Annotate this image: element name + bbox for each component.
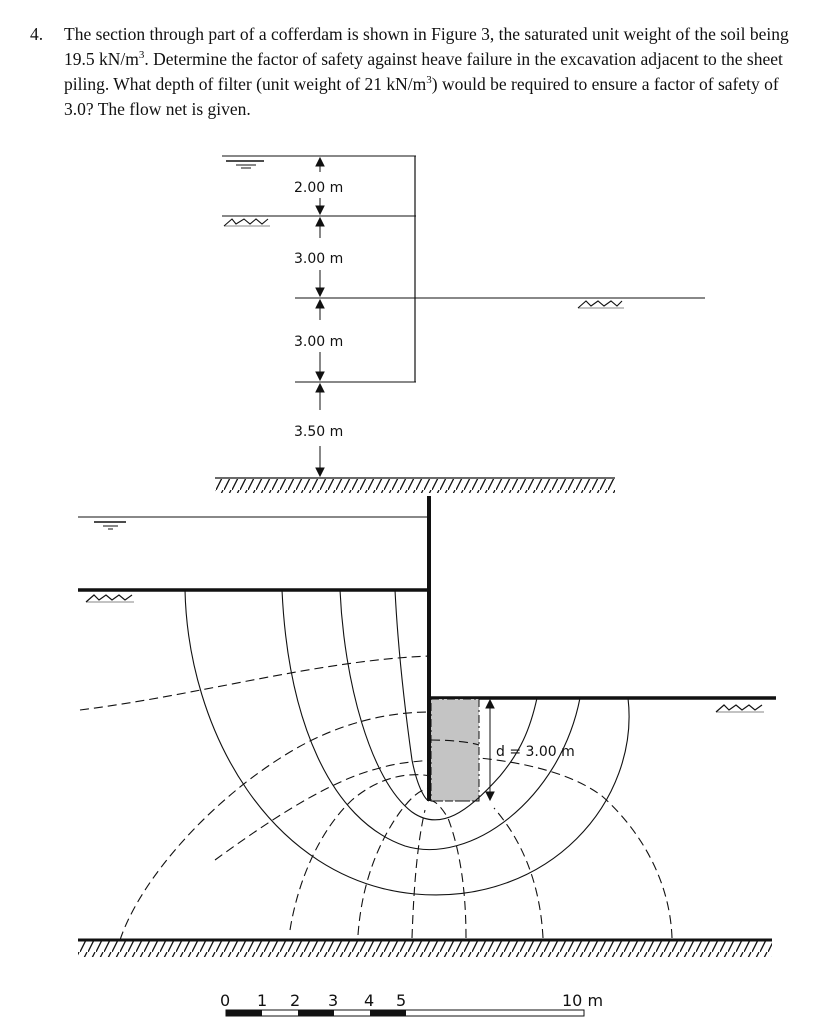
superscript-cubed-1: 3 bbox=[138, 49, 145, 62]
equipotential-line bbox=[431, 801, 466, 938]
problem-text-part-2: . Determine the factor of safety against heave failure in the excavation adjacent to the sheet piling. What depth of filter (unit weight of 21 kN/m bbox=[64, 49, 783, 94]
problem-number: 4. bbox=[30, 24, 44, 44]
section-sketch bbox=[215, 156, 705, 493]
equipotential-line bbox=[358, 788, 429, 935]
equipotential-line bbox=[120, 712, 430, 940]
ground-symbol-icon bbox=[578, 301, 622, 308]
equipotential-line bbox=[479, 758, 672, 938]
scale-bar bbox=[220, 991, 603, 1016]
hatching bbox=[78, 941, 772, 957]
superscript-cubed-2: 3 bbox=[426, 74, 432, 87]
ground-symbol-icon bbox=[86, 595, 132, 602]
flow-line bbox=[185, 590, 629, 895]
scale-tick-4: 4 bbox=[364, 991, 375, 1010]
scale-tick-0: 0 bbox=[220, 991, 231, 1010]
equipotential-line bbox=[412, 810, 425, 938]
problem-text-part-3: ) would be required to ensure a factor of safety of 3.0? The flow net is given. bbox=[64, 74, 779, 119]
filter-depth-label: d = 3.00 m bbox=[496, 744, 575, 760]
filter-block bbox=[431, 699, 479, 801]
scale-tick-10m: 10 m bbox=[562, 991, 604, 1010]
equipotential-line bbox=[80, 656, 430, 710]
ground-symbol-icon bbox=[224, 219, 268, 226]
flow-lines bbox=[185, 590, 629, 895]
flow-net bbox=[78, 496, 776, 957]
water-table-icon bbox=[226, 161, 264, 168]
equipotential-line bbox=[494, 808, 543, 938]
filter-depth-arrow bbox=[486, 700, 494, 800]
scale-tick-1: 1 bbox=[257, 991, 268, 1010]
ground-symbol-icon bbox=[716, 705, 762, 712]
equipotential-line bbox=[215, 760, 430, 860]
flow-line bbox=[395, 590, 429, 801]
dimension-label-3m-lower: 3.00 m bbox=[294, 334, 344, 350]
dimension-label-2m: 2.00 m bbox=[294, 180, 344, 196]
dimension-label-3-5m: 3.50 m bbox=[294, 424, 344, 440]
scale-tick-2: 2 bbox=[290, 991, 301, 1010]
equipotential-line bbox=[290, 775, 430, 930]
dimension-label-3m-upper: 3.00 m bbox=[294, 251, 344, 267]
problem-text-part-1: The section through part of a cofferdam is shown in Figure 3, the saturated unit weight of the soil being 19.5 kN/m bbox=[64, 24, 789, 69]
hatching bbox=[215, 479, 615, 493]
water-table-icon bbox=[94, 522, 126, 529]
scale-tick-3: 3 bbox=[328, 991, 339, 1010]
scale-tick-5: 5 bbox=[396, 991, 407, 1010]
